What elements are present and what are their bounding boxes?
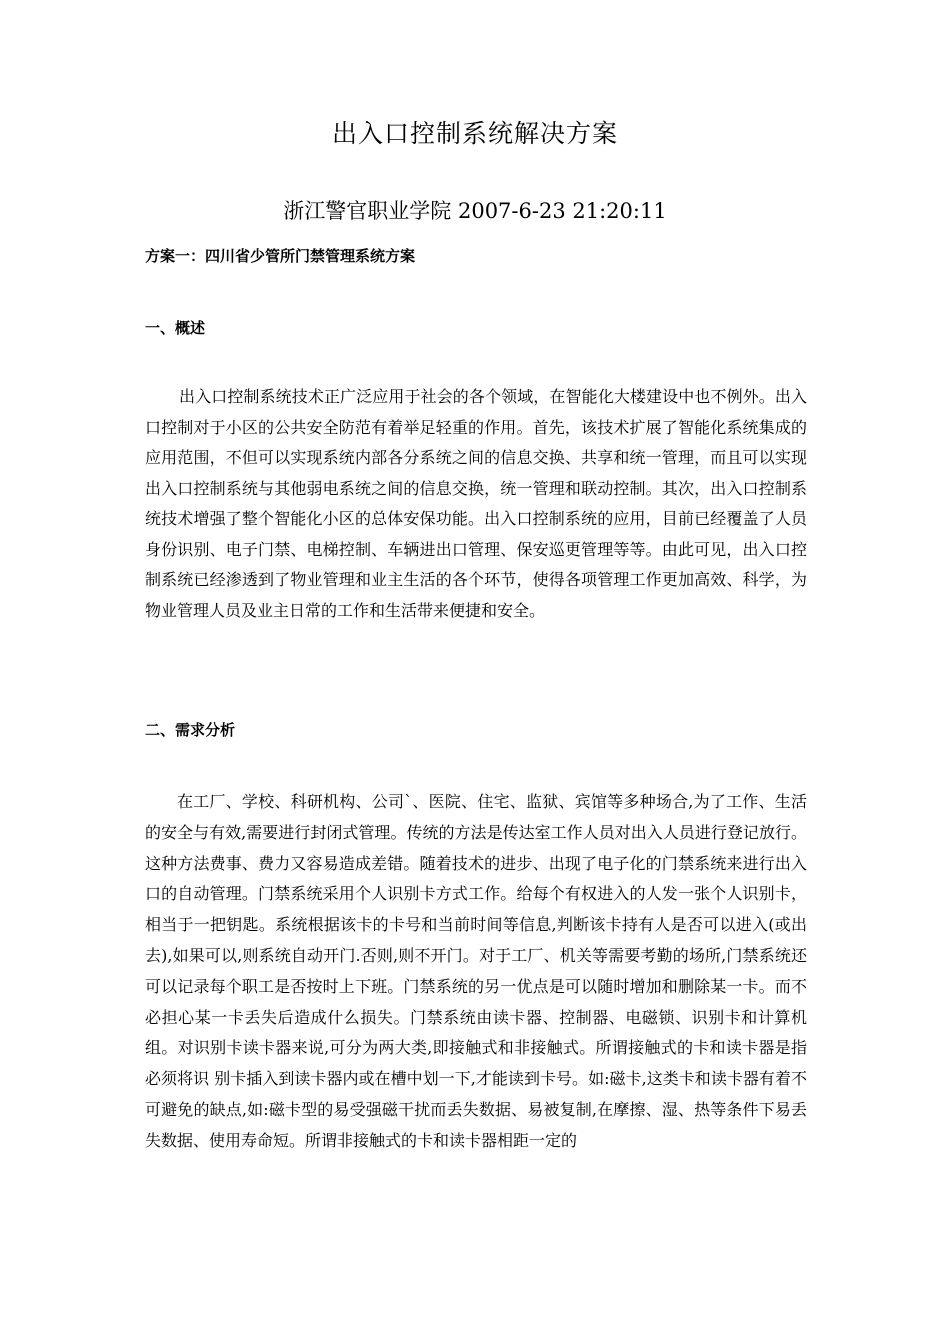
section-body-overview: 出入口控制系统技术正广泛应用于社会的各个领域，在智能化大楼建设中也不例外。出入口控制对于小区的公共安全防范有着举足轻重的作用。首先，该技术扩展了智能化系统集成的应用范围，不但可以实现系统内部各分系统之间的信息交换、共享和统一管理，而且可以实现出入口控制系统与其他弱电系统之间的信息交换，统一管理和联动控制。其次，出入口控制系统技术增强了整个智能化小区的总体安保功能。出入口控制系统的应用，目前已经覆盖了人员身份识别、电子门禁、电梯控制、车辆进出口管理、保安巡更管理等等。由此可见，出入口控制系统已经渗透到了物业管理和业主生活的各个环节，使得各项管理工作更加高效、科学，为物业管理人员及业主日常的工作和生活带来便捷和安全。 [145, 387, 807, 620]
document-title: 出入口控制系统解决方案 [331, 119, 618, 148]
document-subtitle: 浙江警官职业学院 2007-6-23 21:20:11 [283, 199, 667, 223]
scheme-heading: 方案一：四川省少管所门禁管理系统方案 [145, 247, 416, 265]
section-heading-requirements: 二、需求分析 [145, 721, 236, 739]
section-body-requirements: 在工厂、学校、科研机构、公司`、医院、住宅、监狱、宾馆等多种场合,为了工作、生活的安全与有效,需要进行封闭式管理。传统的方法是传达室工作人员对出入人员进行登记放行。这种方法费事、费力又容易造成差错。随着技术的进步、出现了电子化的门禁系统来进行出入口的自动管理。门禁系统采用个人识别卡方式工作。给每个有权进入的人发一张个人识别卡，相当于一把钥匙。系统根据该卡的卡号和当前时间等信息,判断该卡持有人是否可以进入(或出去),如果可以,则系统自动开门.否则,则不开门。对于工厂、机关等需要考勤的场所,门禁系统还可以记录每个职工是否按时上下班。门禁系统的另一优点是可以随时增加和删除某一卡。而不必担心某一卡丢失后造成什么损失。门禁系统由读卡器、控制器、电磁锁、识别卡和计算机组。对识别卡读卡器来说,可分为两大类,即接触式和非接触式。所谓接触式的卡和读卡器是指必须将识 别卡插入到读卡器内或在槽中划一下,才能读到卡号。如:磁卡,这类卡和读卡器有着不可避免的缺点,如:磁卡型的易受强磁干扰而丢失数据、易被复制,在摩擦、湿、热等条件下易丢失数据、使用寿命短。所谓非接触式的卡和读卡器相距一定的 [145, 792, 807, 1150]
section-heading-overview: 一、概述 [145, 319, 206, 337]
